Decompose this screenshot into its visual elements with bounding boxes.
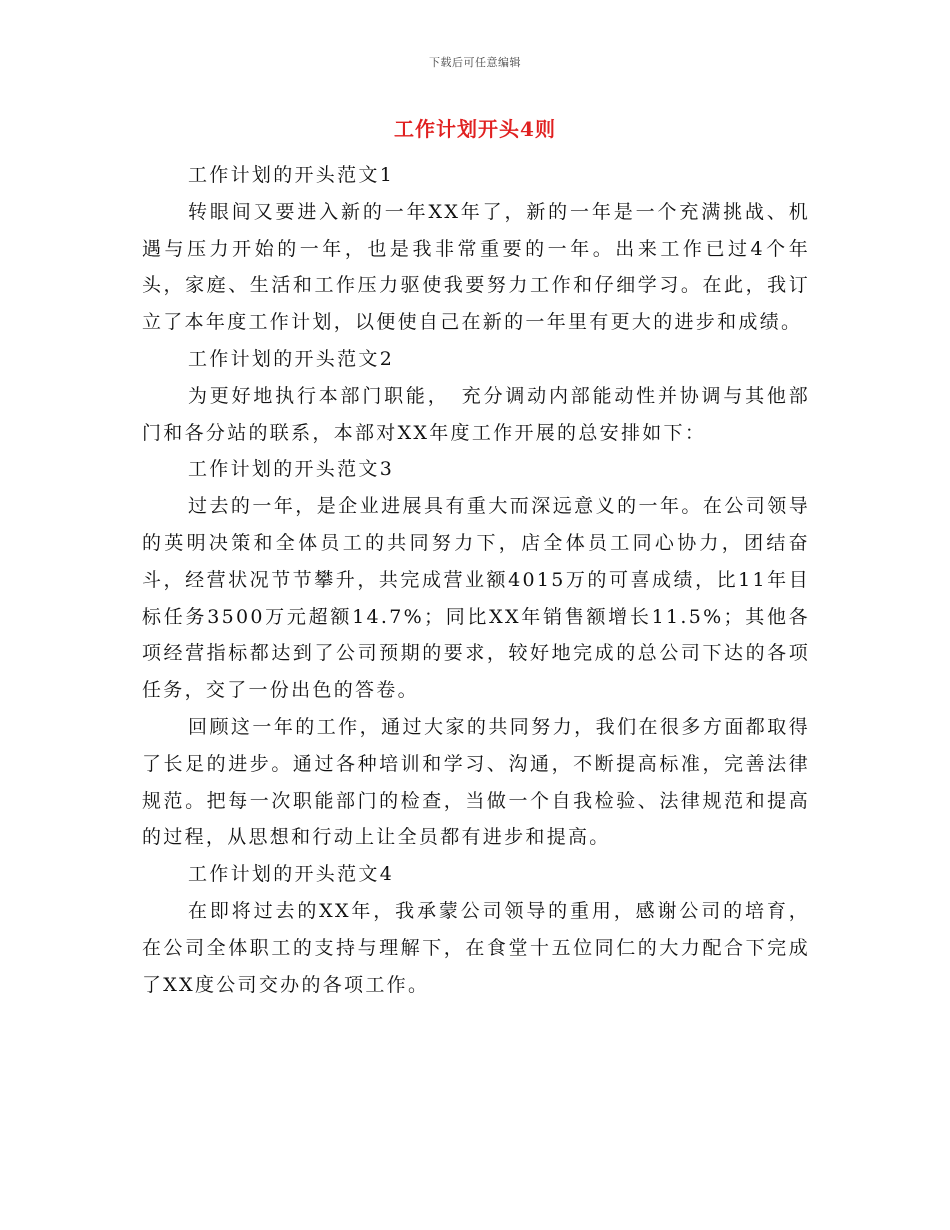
section-heading-2: 工作计划的开头范文2 xyxy=(188,347,395,370)
section-heading-4: 工作计划的开头范文4 xyxy=(188,863,395,886)
section-heading-3: 工作计划的开头范文3 xyxy=(188,458,395,481)
section-1-paragraph-1: 转眼间又要进入新的一年XX年了，新的一年是一个充满挑战、机遇与压力开始的一年，也是我非常重要的一年。出来工作已过4个年头，家庭、生活和工作压力驱使我要努力工作和仔细学习。在此，我订立了本年度工作计划，以便使自己在新的一年里有更大的进步和成绩。 xyxy=(142,200,810,334)
section-3-paragraph-2: 回顾这一年的工作，通过大家的共同努力，我们在很多方面都取得了长足的进步。通过各种培训和学习、沟通，不断提高标准，完善法律规范。把每一次职能部门的检查，当做一个自我检验、法律规范和提高的过程，从思想和行动上让全员都有进步和提高。 xyxy=(142,715,810,849)
document-body xyxy=(142,157,810,1003)
section-heading-1: 工作计划的开头范文1 xyxy=(188,164,395,186)
header-note: 下载后可任意编辑 xyxy=(429,56,521,69)
section-4-paragraph-1: 在即将过去的XX年，我承蒙公司领导的重用，感谢公司的培育，在公司全体职工的支持与理解下，在食堂十五位同仁的大力配合下完成了XX度公司交办的各项工作。 xyxy=(142,899,810,996)
section-2-paragraph-1: 为更好地执行本部门职能， 充分调动内部能动性并协调与其他部门和各分站的联系，本部对XX年度工作开展的总安排如下： xyxy=(142,384,810,444)
document-title: 工作计划开头4则 xyxy=(394,117,556,141)
section-3-paragraph-1: 过去的一年，是企业进展具有重大而深远意义的一年。在公司领导的英明决策和全体员工的共同努力下，店全体员工同心协力，团结奋斗，经营状况节节攀升，共完成营业额4015万的可喜成绩，比11年目标任务3500万元超额14.7%；同比XX年销售额增长11.5%；其他各项经营指标都达到了公司预期的要求，较好地完成的总公司下达的各项任务，交了一份出色的答卷。 xyxy=(142,495,810,702)
